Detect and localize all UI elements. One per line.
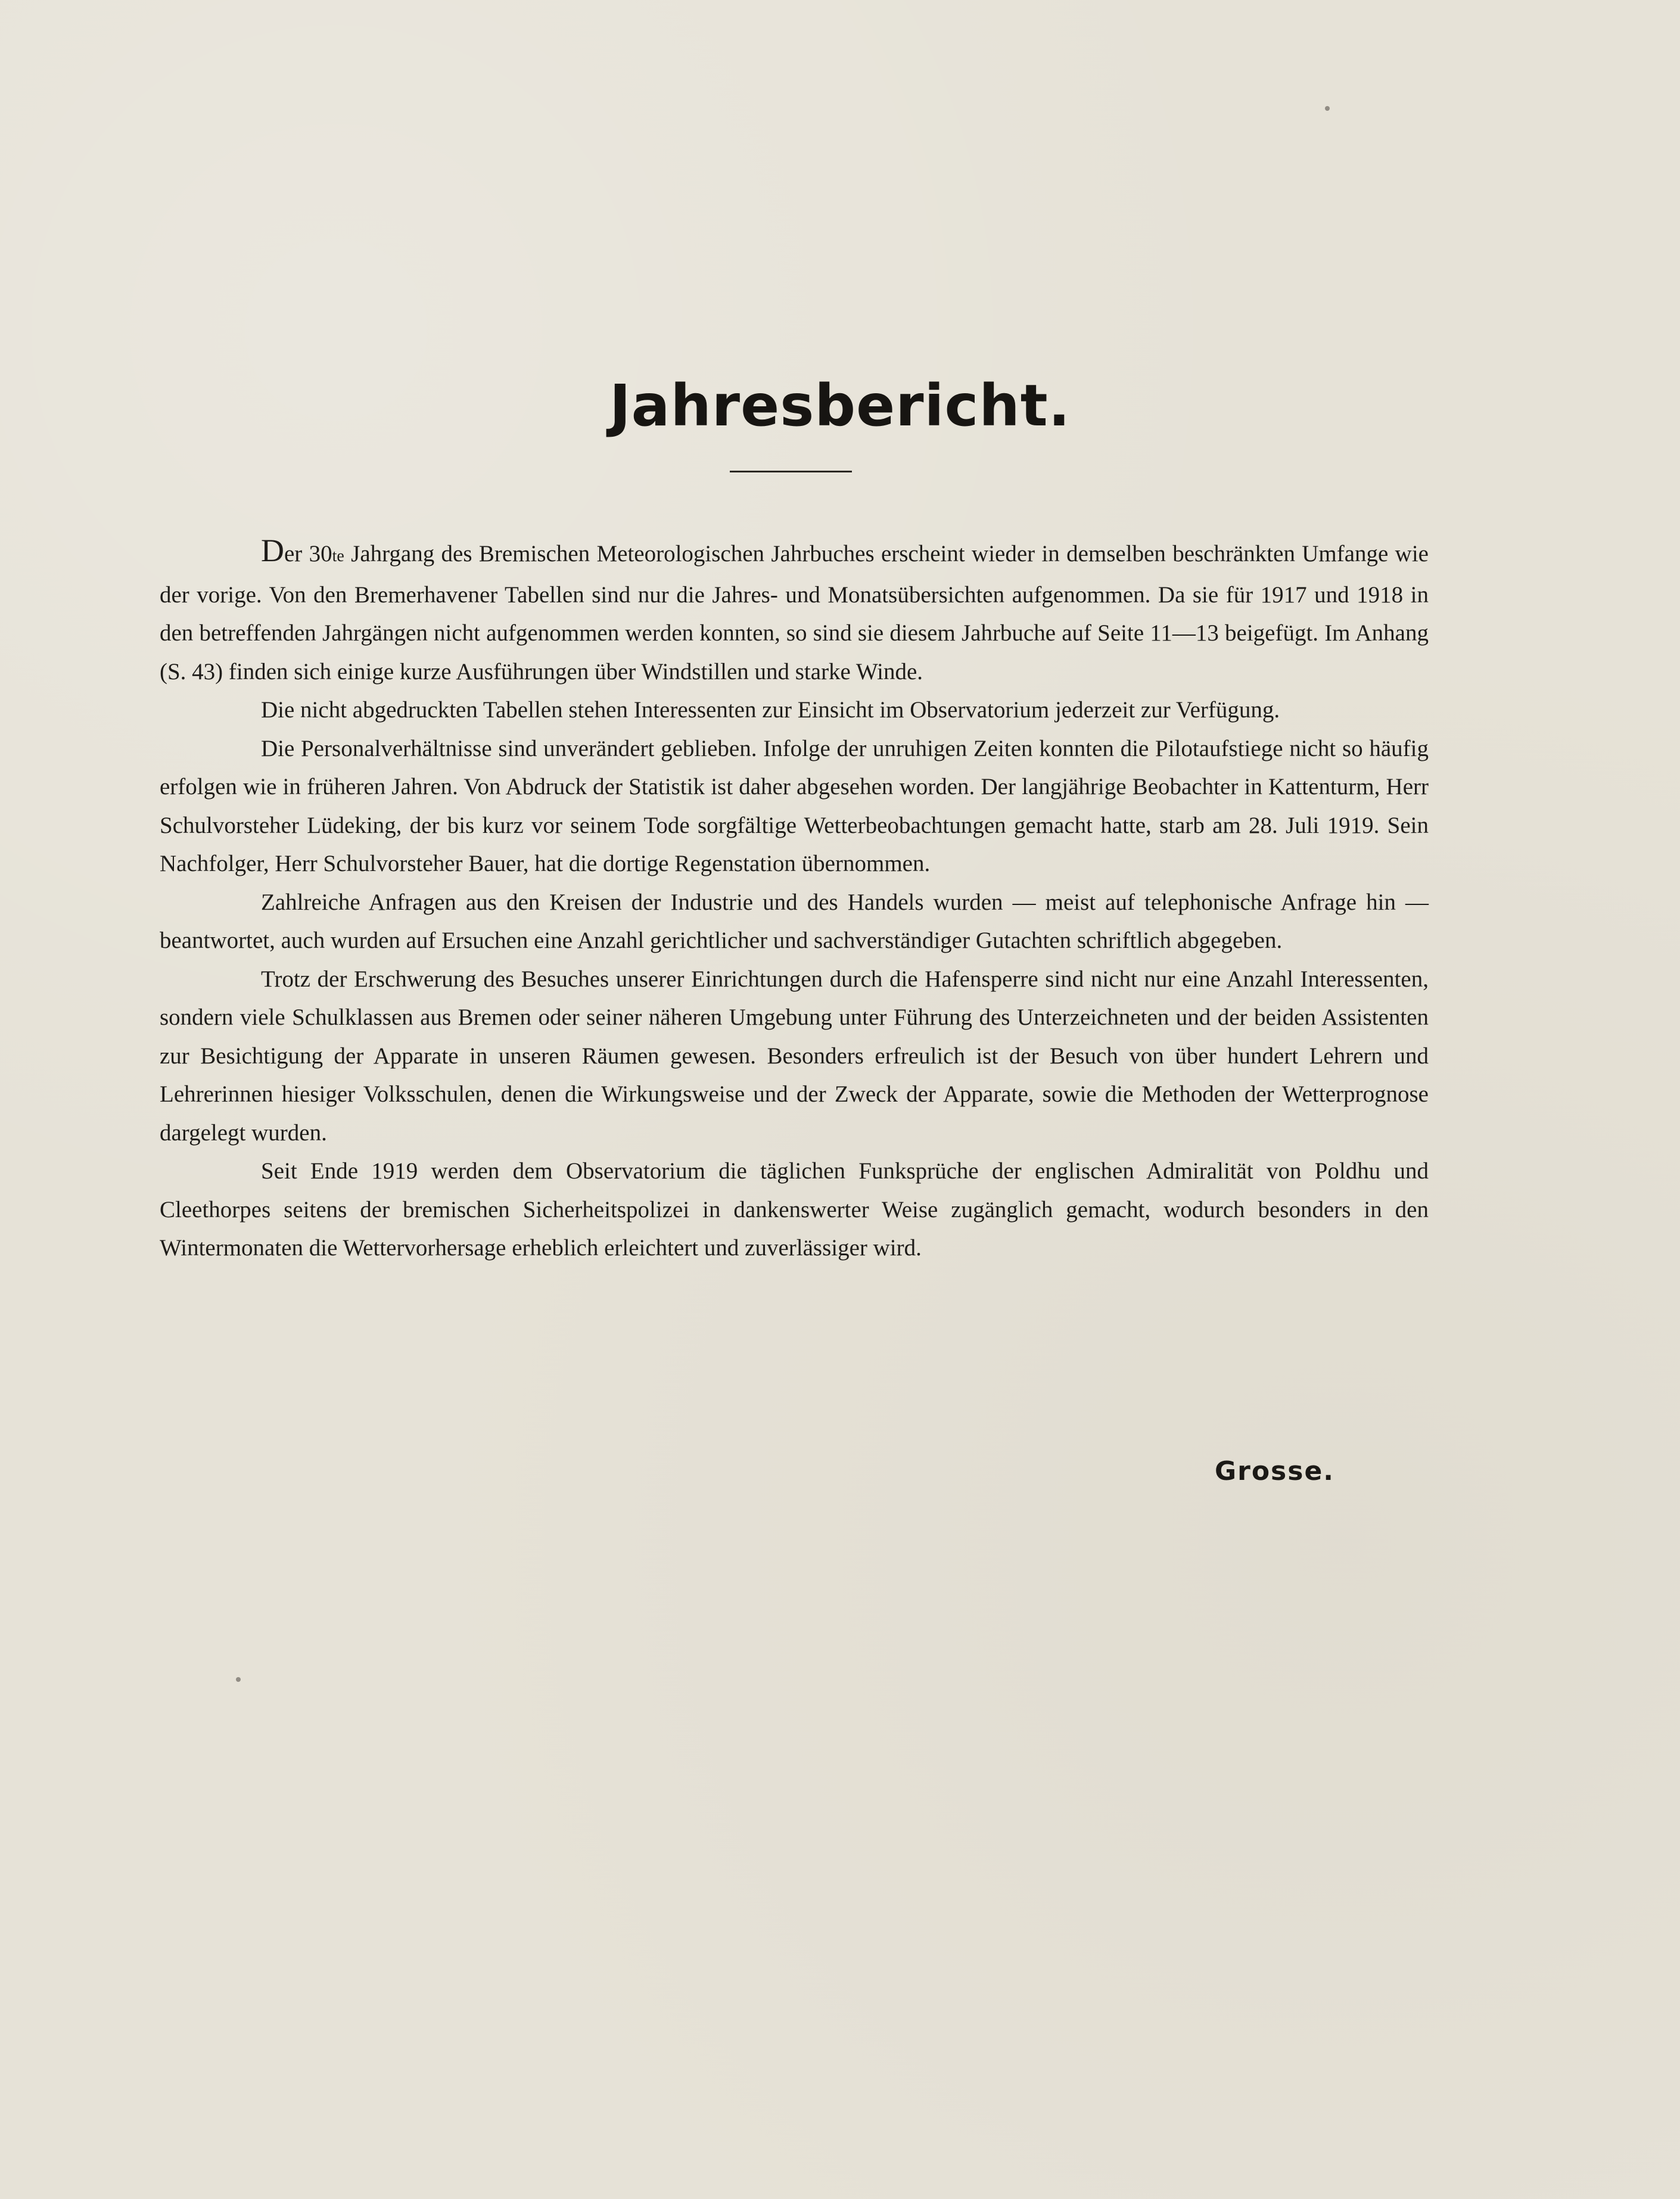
paragraph-1-lead: er 30	[284, 541, 332, 567]
title-divider	[730, 471, 852, 472]
paragraph-3: Die Personalverhältnisse sind unverändert geblieben. Infolge der unruhigen Zeiten konnten die Pilotaufstiege nicht so häufig erfolgen wie in früheren Jahren. Von Abdruck der Statistik ist daher abgesehen worden. Der langjährige Beobachter in Kattenturm, Herr Schulvorsteher Lüdeking, der bis kurz vor seinem Tode sorgfältige Wetterbeobachtungen gemacht hatte, starb am 28. Juli 1919. Sein Nachfolger, Herr Schulvorsteher Bauer, hat die dortige Regenstation übernommen.	[160, 735, 1429, 876]
paragraph-1-text: Jahrgang des Bremischen Meteorologischen Jahrbuches erscheint wieder in demselben beschränkten Umfange wie der vorige. Von den Bremerhavener Tabellen sind nur die Jahres- und Monatsübersichten aufgenommen. Da sie für 1917 und 1918 in den betreffenden Jahrgängen nicht aufgenommen werden konnten, so sind sie diesem Jahrbuche auf Seite 11—13 beigefügt. Im Anhang (S. 43) finden sich einige kurze Ausführungen über Windstillen und starke Winde.	[160, 541, 1429, 685]
paragraph-2: Die nicht abgedruckten Tabellen stehen Interessenten zur Einsicht im Observatorium jederzeit zur Verfügung.	[261, 697, 1280, 723]
document-title: Jahresbericht.	[609, 372, 1071, 439]
drop-initial: D	[261, 533, 284, 568]
signature: Grosse.	[1215, 1456, 1334, 1486]
paragraph-4: Zahlreiche Anfragen aus den Kreisen der Industrie und des Handels wurden — meist auf telephonische Anfrage hin — beantwortet, auch wurden auf Ersuchen eine Anzahl gerichtlicher und sachverständiger Gutachten schriftlich abgegeben.	[160, 889, 1429, 953]
paper-speck	[1325, 106, 1330, 111]
report-body	[160, 535, 1429, 1268]
ordinal-suffix: te	[332, 547, 344, 565]
paragraph-6: Seit Ende 1919 werden dem Observatorium die täglichen Funksprüche der englischen Admiralität von Poldhu und Cleethorpes seitens der bremischen Sicherheitspolizei in dankenswerter Weise zugänglich gemacht, wodurch besonders in den Wintermonaten die Wettervorhersage erheblich erleichtert und zuverlässiger wird.	[160, 1158, 1429, 1261]
paragraph-5: Trotz der Erschwerung des Besuches unserer Einrichtungen durch die Hafensperre sind nicht nur eine Anzahl Interessenten, sondern viele Schulklassen aus Bremen oder seiner näheren Umgebung unter Führung des Unterzeichneten und der beiden Assistenten zur Besichtigung der Apparate in unseren Räumen gewesen. Besonders erfreulich ist der Besuch von über hundert Lehrern und Lehrerinnen hiesiger Volksschulen, denen die Wirkungsweise und der Zweck der Apparate, sowie die Methoden der Wetterprognose dargelegt wurden.	[160, 966, 1429, 1146]
paragraph-1	[160, 535, 1429, 691]
paper-speck	[236, 1677, 241, 1682]
